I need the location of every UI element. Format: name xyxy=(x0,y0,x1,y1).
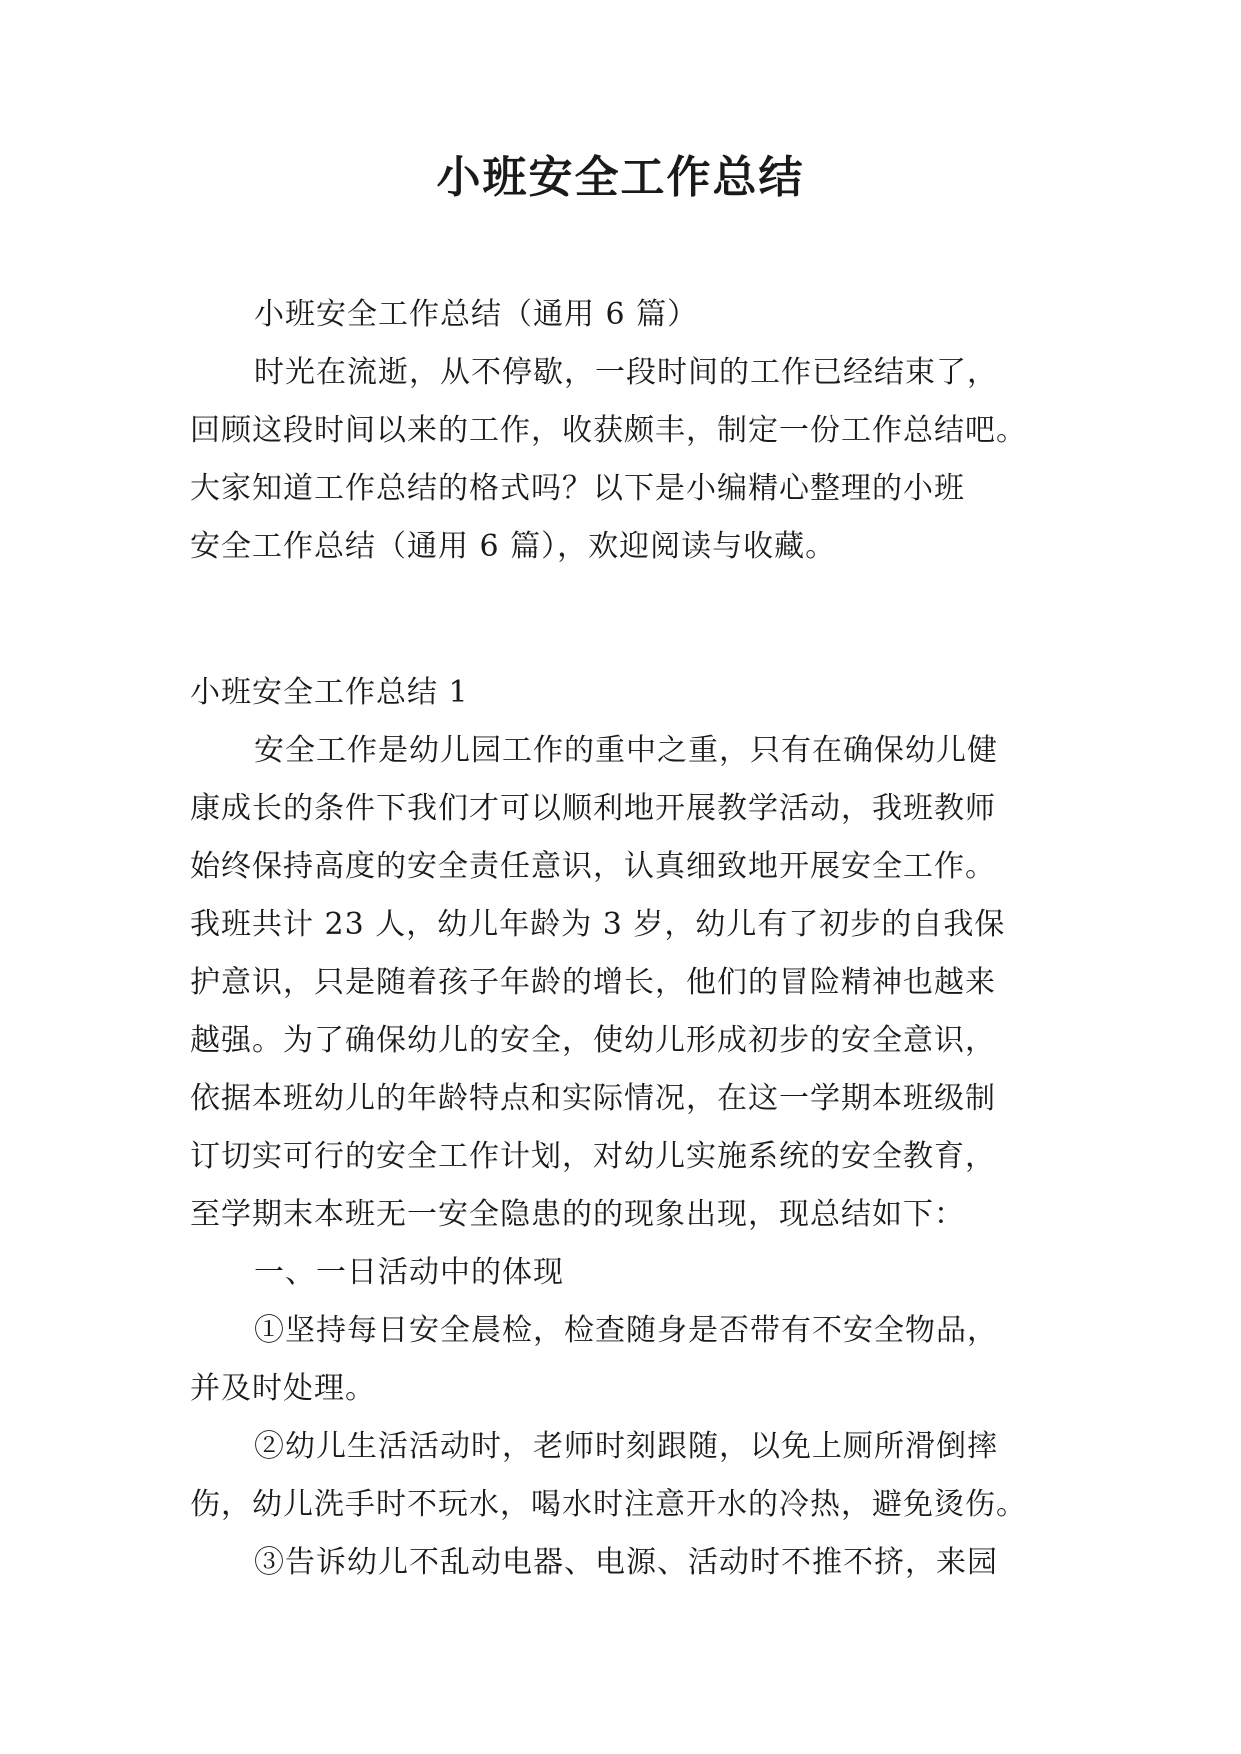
list-item-line: 并及时处理。 xyxy=(190,1371,376,1406)
paragraph-line: 至学期末本班无一安全隐患的的现象出现，现总结如下： xyxy=(190,1197,965,1232)
list-item-line: ②幼儿生活活动时，老师时刻跟随，以免上厕所滑倒摔 xyxy=(254,1429,998,1464)
intro-line: 回顾这段时间以来的工作，收获颇丰，制定一份工作总结吧。 xyxy=(190,413,1027,448)
paragraph-line: 越强。为了确保幼儿的安全，使幼儿形成初步的安全意识， xyxy=(190,1023,996,1058)
document-title: 小班安全工作总结 xyxy=(436,152,805,203)
sub-heading: 一、一日活动中的体现 xyxy=(254,1255,564,1290)
document-subtitle: 小班安全工作总结（通用 6 篇） xyxy=(254,297,699,332)
section-heading: 小班安全工作总结 1 xyxy=(190,675,469,710)
paragraph-line: 依据本班幼儿的年龄特点和实际情况，在这一学期本班级制 xyxy=(190,1081,996,1116)
paragraph-line: 安全工作是幼儿园工作的重中之重，只有在确保幼儿健 xyxy=(254,733,998,768)
paragraph-line: 护意识，只是随着孩子年龄的增长，他们的冒险精神也越来 xyxy=(190,965,996,1000)
intro-line: 安全工作总结（通用 6 篇），欢迎阅读与收藏。 xyxy=(190,529,837,564)
list-item-line: ③告诉幼儿不乱动电器、电源、活动时不推不挤，来园 xyxy=(254,1545,998,1580)
paragraph-line: 我班共计 23 人，幼儿年龄为 3 岁，幼儿有了初步的自我保 xyxy=(190,907,1006,942)
paragraph-line: 始终保持高度的安全责任意识，认真细致地开展安全工作。 xyxy=(190,849,996,884)
list-item-line: 伤，幼儿洗手时不玩水，喝水时注意开水的冷热，避免烫伤。 xyxy=(190,1487,1027,1522)
paragraph-line: 订切实可行的安全工作计划，对幼儿实施系统的安全教育， xyxy=(190,1139,996,1174)
paragraph-line: 康成长的条件下我们才可以顺利地开展教学活动，我班教师 xyxy=(190,791,996,826)
list-item-line: ①坚持每日安全晨检，检查随身是否带有不安全物品， xyxy=(254,1313,998,1348)
intro-line: 时光在流逝，从不停歇，一段时间的工作已经结束了， xyxy=(254,355,998,390)
section-spacer xyxy=(190,576,1070,664)
document-body xyxy=(190,286,1070,1592)
intro-line: 大家知道工作总结的格式吗？以下是小编精心整理的小班 xyxy=(190,471,965,506)
